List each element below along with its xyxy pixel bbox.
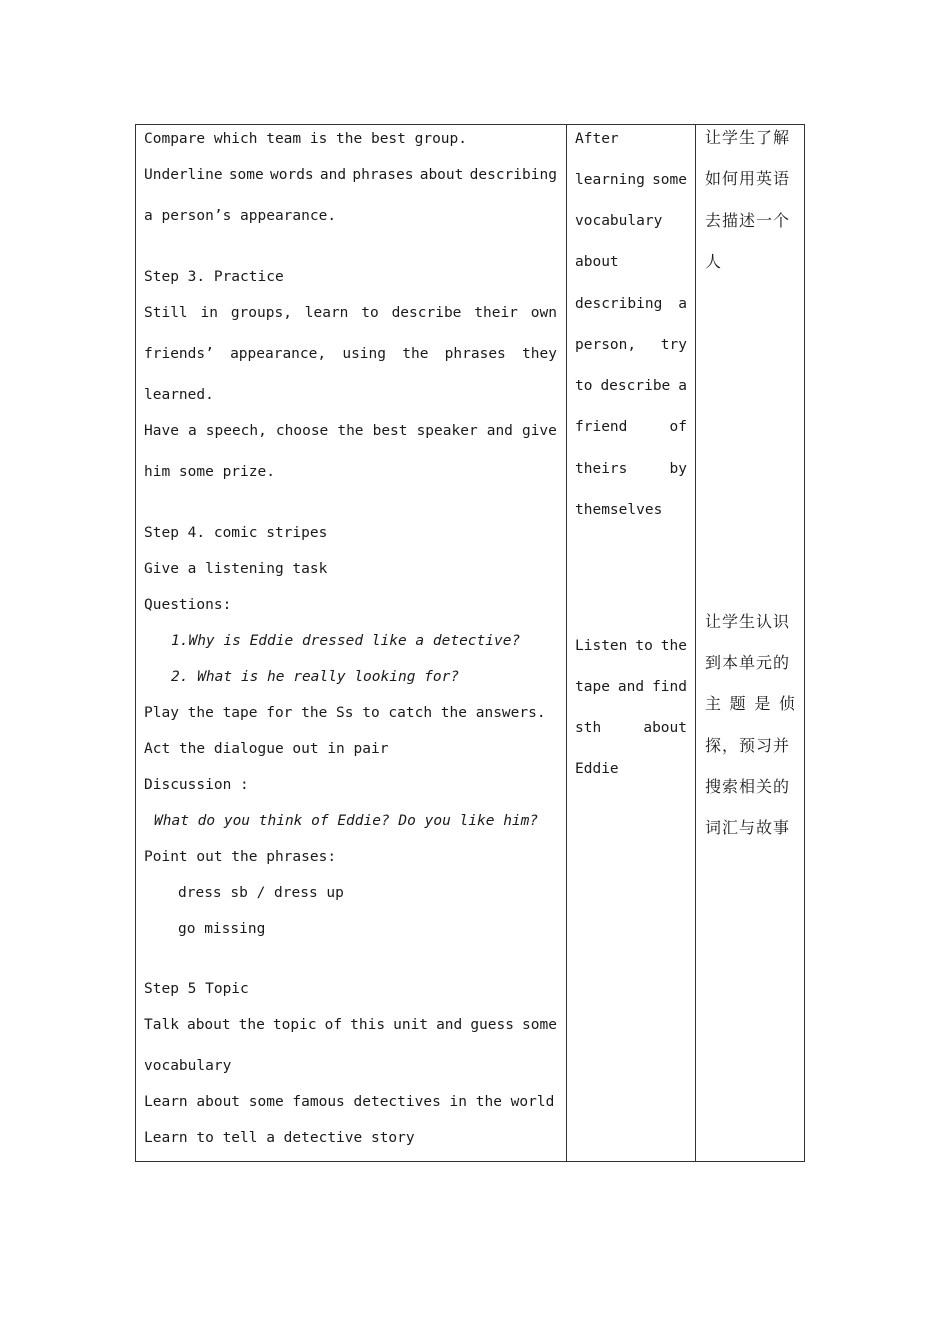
text-line: [144, 166, 557, 184]
purpose-line: 让学生认识: [705, 612, 791, 631]
word: using: [342, 346, 386, 362]
word: phrases: [352, 167, 414, 183]
question-item: 1.Why is Eddie dressed like a detective?: [171, 633, 521, 649]
text-line: learned.: [144, 387, 214, 403]
word: learn: [304, 305, 349, 321]
word: person,: [575, 337, 637, 353]
purpose-line: 词汇与故事: [705, 818, 791, 837]
text-line: After: [575, 131, 619, 147]
word: about: [419, 167, 464, 183]
column-divider: [695, 125, 696, 1161]
text-line: Eddie: [575, 761, 619, 777]
word: Still: [144, 305, 188, 321]
word: of: [669, 419, 687, 435]
text-line: [144, 422, 557, 440]
word: a: [678, 378, 687, 394]
text-line: Give a listening task: [144, 561, 328, 577]
word: friend: [575, 419, 628, 435]
word: theirs: [575, 461, 628, 477]
text-line: Questions:: [144, 597, 232, 613]
text-line: [144, 1016, 557, 1034]
word: own: [530, 305, 557, 321]
word: they: [522, 346, 557, 362]
word: and: [319, 167, 347, 183]
text-line: [575, 719, 687, 737]
phrase-item: go missing: [178, 921, 266, 937]
question-item: 2. What is he really looking for?: [171, 669, 460, 685]
word: groups,: [230, 305, 292, 321]
word: topic: [272, 1017, 317, 1033]
word: the: [238, 1017, 265, 1033]
text-line: vocabulary: [575, 213, 663, 229]
word: to: [635, 638, 653, 654]
text-line: Discussion :: [144, 777, 249, 793]
word: give: [521, 423, 557, 439]
word: 侦: [778, 694, 796, 713]
word: by: [669, 461, 687, 477]
purpose-line: 让学生了解: [705, 128, 791, 147]
text-line: about: [575, 254, 619, 270]
word: the: [337, 423, 364, 439]
word: 是: [754, 694, 772, 713]
word: describing: [469, 167, 557, 183]
text-line: [575, 418, 687, 436]
word: this: [350, 1017, 386, 1033]
text-line: Point out the phrases:: [144, 849, 337, 865]
word: their: [474, 305, 518, 321]
phrase-item: dress sb / dress up: [178, 885, 344, 901]
purpose-line: [705, 694, 796, 714]
word: unit: [393, 1017, 429, 1033]
purpose-line: 如何用英语: [705, 169, 791, 188]
word: speech,: [205, 423, 267, 439]
text-line: [575, 336, 687, 354]
text-line: Learn about some famous detectives in the world: [144, 1094, 555, 1110]
text-line: [144, 304, 557, 322]
text-line: him some prize.: [144, 464, 275, 480]
word: phrases: [444, 346, 506, 362]
text-line: [575, 295, 687, 313]
word: learning: [575, 172, 645, 188]
step-heading: Step 3. Practice: [144, 269, 284, 285]
word: and: [486, 423, 513, 439]
discussion-question: What do you think of Eddie? Do you like him?: [154, 813, 539, 829]
word: Underline: [144, 167, 223, 183]
word: appearance,: [230, 346, 327, 362]
word: sth: [575, 720, 602, 736]
word: describing: [575, 296, 663, 312]
word: friends’: [144, 346, 214, 362]
word: about: [643, 720, 687, 736]
word: the: [660, 638, 687, 654]
word: find: [652, 679, 687, 695]
word: some: [522, 1017, 557, 1033]
word: some: [228, 167, 264, 183]
word: of: [324, 1017, 343, 1033]
lesson-plan-table: [135, 124, 805, 1162]
word: some: [652, 172, 687, 188]
word: 主: [705, 694, 723, 713]
word: in: [200, 305, 218, 321]
column-divider: [566, 125, 567, 1161]
text-line: [575, 637, 687, 655]
purpose-line: 到本单元的: [705, 653, 791, 672]
word: Talk: [144, 1017, 179, 1033]
text-line: a person’s appearance.: [144, 208, 337, 224]
step-heading: Step 5 Topic: [144, 981, 249, 997]
word: 题: [729, 694, 747, 713]
purpose-line: 去描述一个: [705, 211, 791, 230]
word: and: [617, 679, 645, 695]
text-line: vocabulary: [144, 1058, 232, 1074]
word: to: [575, 378, 593, 394]
text-line: [575, 678, 687, 696]
purpose-line: 探，预习并: [705, 736, 791, 755]
text-line: Act the dialogue out in pair: [144, 741, 389, 757]
word: try: [660, 337, 687, 353]
word: describe: [391, 305, 462, 321]
text-line: [144, 345, 557, 363]
word: a: [187, 423, 197, 439]
word: best: [372, 423, 408, 439]
purpose-line: 搜索相关的: [705, 777, 791, 796]
step-heading: Step 4. comic stripes: [144, 525, 328, 541]
purpose-line: 人: [705, 252, 723, 271]
text-line: [575, 377, 687, 395]
text-line: [575, 460, 687, 478]
text-line: Play the tape for the Ss to catch the answers.: [144, 705, 546, 721]
word: the: [402, 346, 429, 362]
word: guess: [470, 1017, 514, 1033]
word: Have: [144, 423, 179, 439]
word: choose: [275, 423, 329, 439]
text-line: [575, 171, 687, 189]
word: describe: [600, 378, 671, 394]
word: Listen: [575, 638, 628, 654]
word: tape: [575, 679, 610, 695]
word: a: [678, 296, 687, 312]
text-line: themselves: [575, 502, 663, 518]
text-line: Learn to tell a detective story: [144, 1130, 415, 1146]
text-line: Compare which team is the best group.: [144, 131, 468, 147]
word: speaker: [416, 423, 478, 439]
word: words: [270, 167, 314, 183]
word: about: [186, 1017, 231, 1033]
word: and: [436, 1017, 463, 1033]
word: to: [361, 305, 379, 321]
